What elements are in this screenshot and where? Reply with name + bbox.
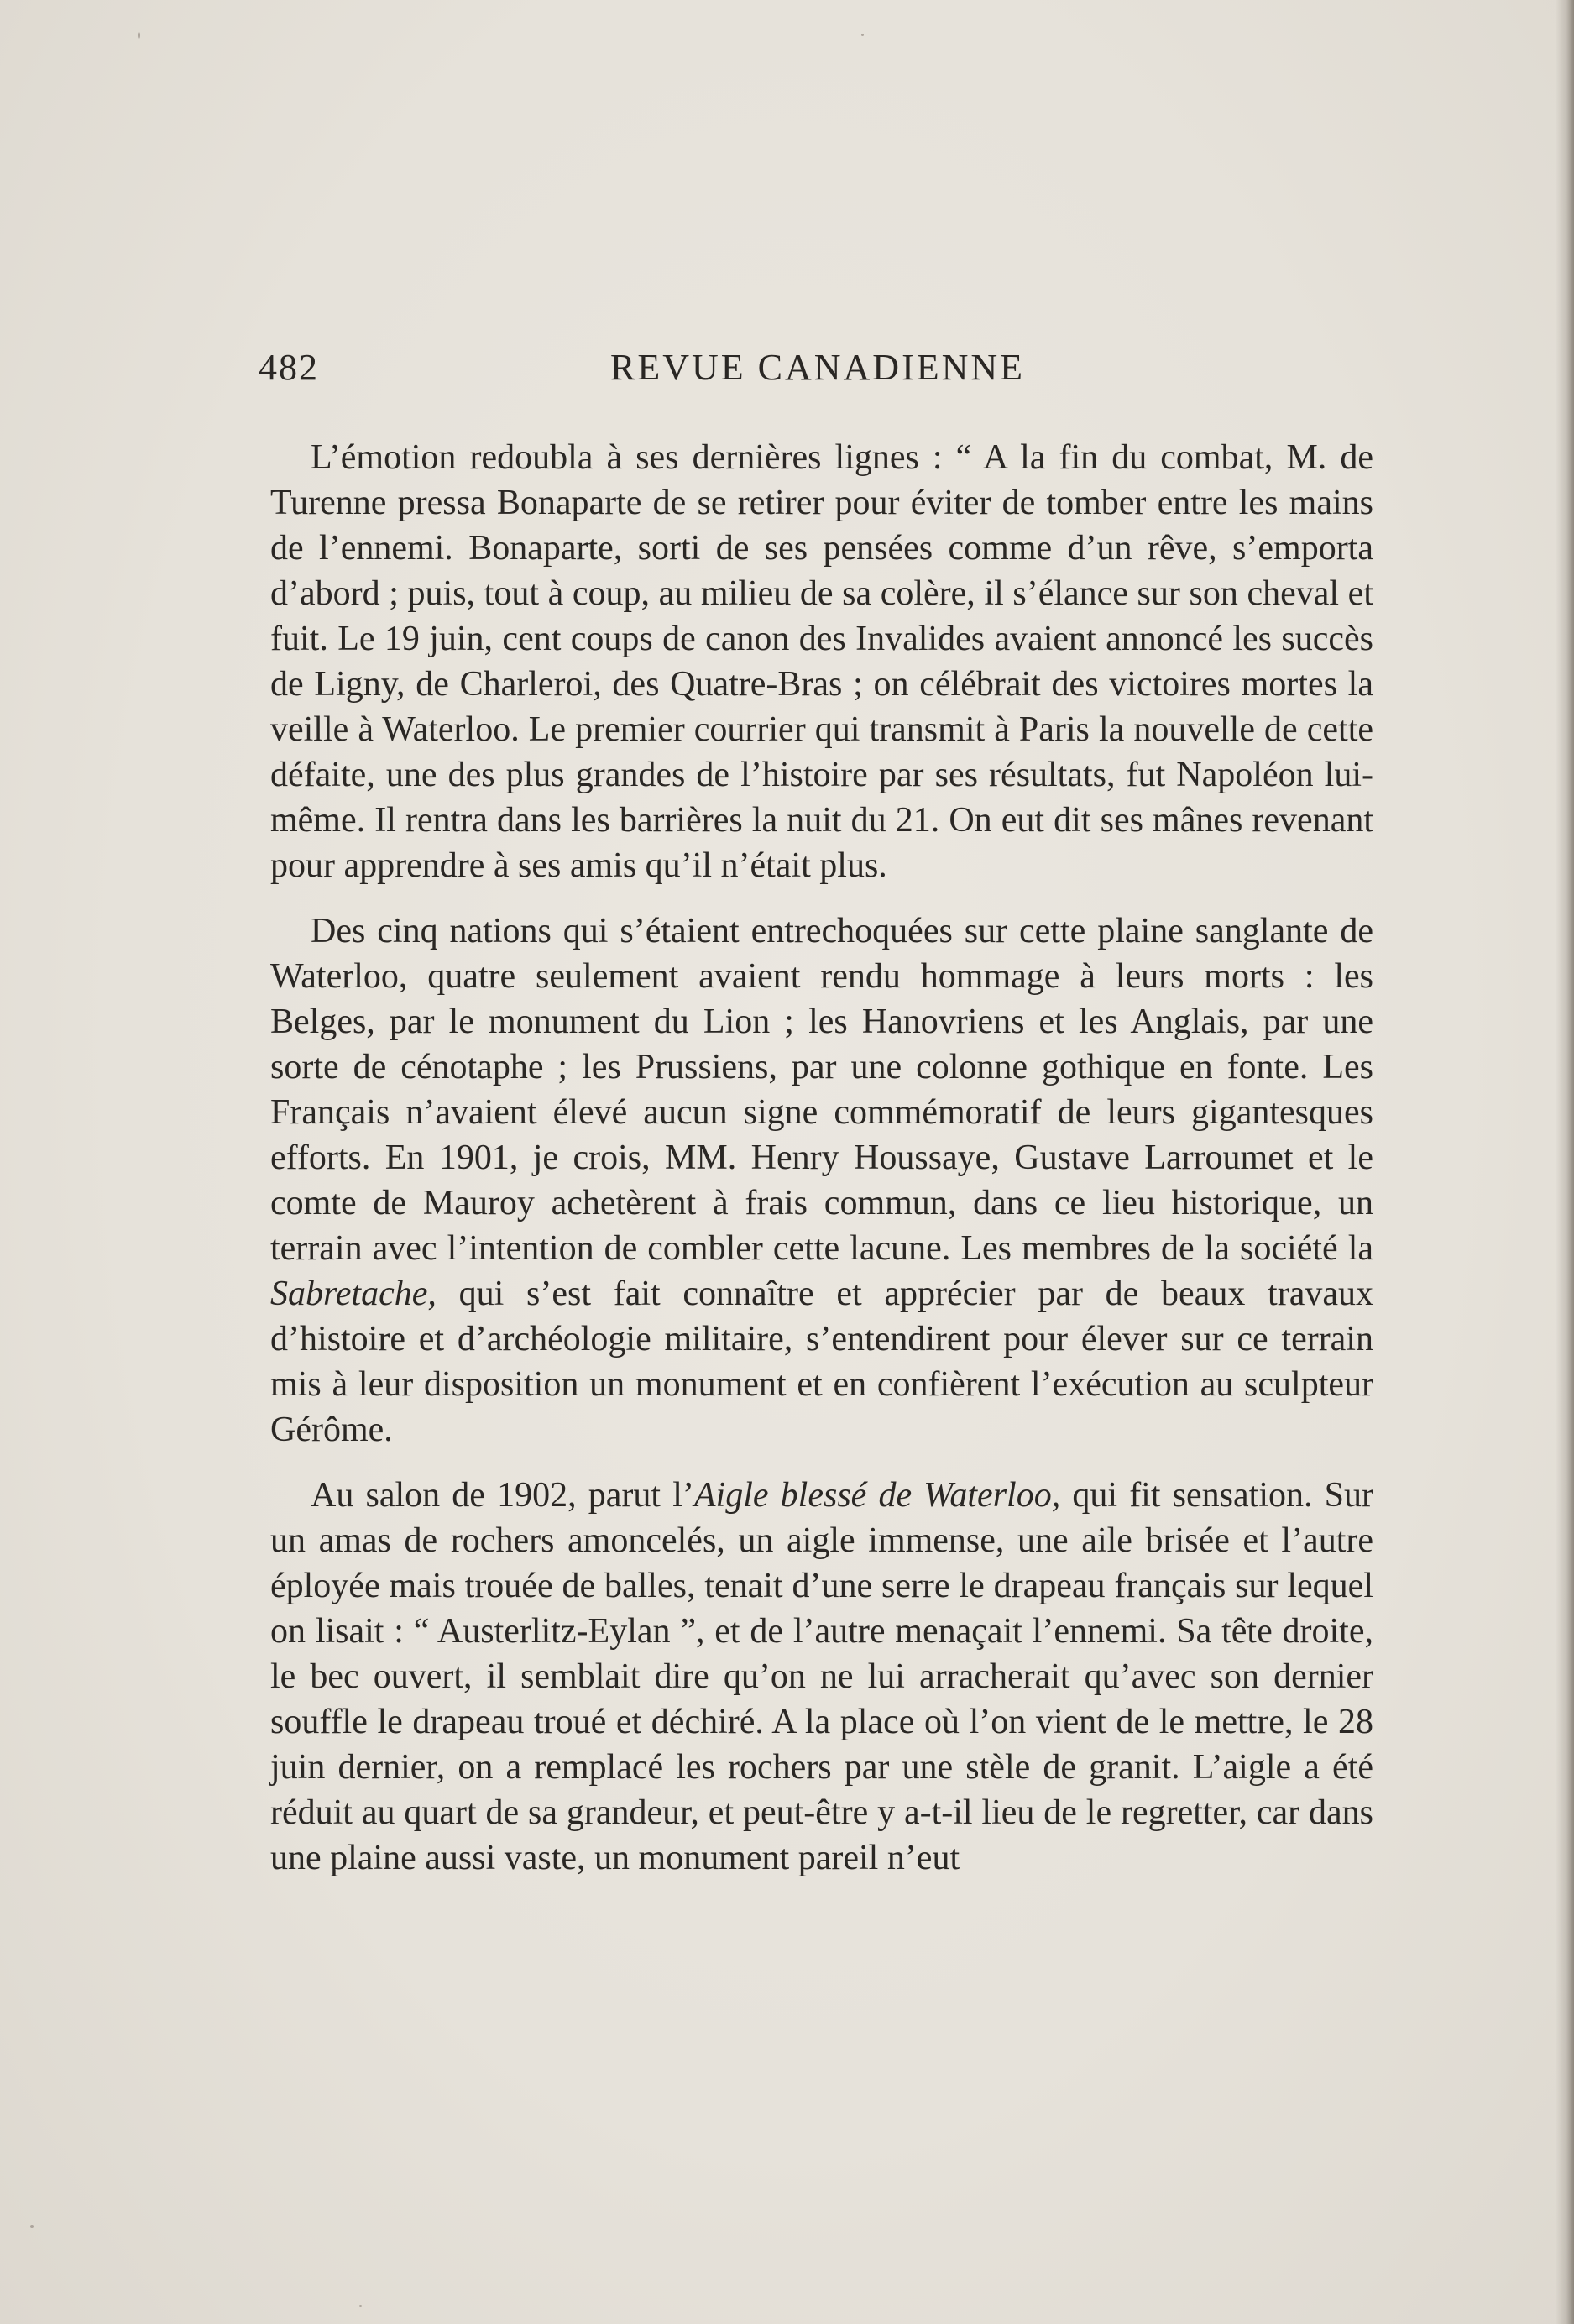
running-head bbox=[259, 346, 1377, 396]
paper-speck bbox=[359, 2305, 362, 2307]
paper-speck bbox=[861, 34, 864, 36]
body-text bbox=[270, 435, 1373, 1881]
paragraph-3 bbox=[270, 1473, 1373, 1881]
paragraph-3-italic-artwork-title: Aigle blessé de Waterloo, bbox=[693, 1476, 1061, 1515]
paper-speck bbox=[138, 32, 140, 39]
paragraph-3-text-a: Au salon de 1902, parut l’ bbox=[311, 1476, 694, 1515]
paragraph-3-text-b: qui fit sensation. Sur un amas de rochers amoncelés, un aigle immense, une aile brisée et l’autre éployée mais trouée de balles, tenait d’une serre le drapeau français sur lequel on lisait : “ Austerlitz-Eylan ”, et de l’autre menaçait l’ennemi. Sa tête droite, le bec ouvert, il semblait dire qu’on ne lui arracherait qu’avec son dernier souffle le drapeau troué et déchiré. A la place où l’on vient de le mettre, le 28 juin dernier, on a remplacé les rochers par une stèle de granit. L’aigle a été réduit au quart de sa grandeur, et peut-être y a-t-il lieu de le regretter, car dans une plaine aussi vaste, un monument pareil n’eut bbox=[270, 1476, 1373, 1877]
paper-speck bbox=[30, 2225, 34, 2228]
paragraph-2-text-a: Des cinq nations qui s’étaient entrechoquées sur cette plaine sanglante de Waterloo, quatre seulement avaient rendu hommage à leurs morts : les Belges, par le monument du Lion ; les Hanovriens et les Anglais, par une sorte de cénotaphe ; les Prussiens, par une colonne gothique en fonte. Les Français n’avaient élevé aucun signe commémoratif de leurs gigantesques efforts. En 1901, je crois, MM. Henry Houssaye, Gustave Larroumet et le comte de Mauroy achetèrent à frais commun, dans ce lieu historique, un terrain avec l’intention de combler cette lacune. Les membres de la société la bbox=[270, 912, 1373, 1268]
paragraph-2-italic-sabretache: Sabretache, bbox=[270, 1275, 437, 1313]
paragraph-2-text-b: qui s’est fait connaître et apprécier par de beaux travaux d’histoire et d’archéologie militaire, s’entendirent pour élever sur ce terrain mis à leur disposition un monument et en confièrent l’exécution au sculpteur Gérôme. bbox=[270, 1275, 1373, 1449]
page-edge-shadow bbox=[1556, 0, 1574, 2324]
paragraph-2 bbox=[270, 908, 1373, 1452]
journal-title: REVUE CANADIENNE bbox=[609, 347, 1026, 388]
page-number: 482 bbox=[259, 347, 319, 388]
paragraph-1: L’émotion redoubla à ses dernières lignes : “ A la fin du combat, M. de Turenne pressa Bonaparte de se retirer pour éviter de tomber entre les mains de l’ennemi. Bonaparte, sorti de ses pensées comme d’un rêve, s’emporta d’abord ; puis, tout à coup, au milieu de sa colère, il s’élance sur son cheval et fuit. Le 19 juin, cent coups de canon des Invalides avaient annoncé les succès de Ligny, de Charleroi, des Quatre-Bras ; on célébrait des victoires mortes la veille à Waterloo. Le premier courrier qui transmit à Paris la nouvelle de cette défaite, une des plus grandes de l’histoire par ses résultats, fut Napoléon lui-même. Il rentra dans les barrières la nuit du 21. On eut dit ses mânes revenant pour apprendre à ses amis qu’il n’était plus. bbox=[270, 438, 1373, 885]
